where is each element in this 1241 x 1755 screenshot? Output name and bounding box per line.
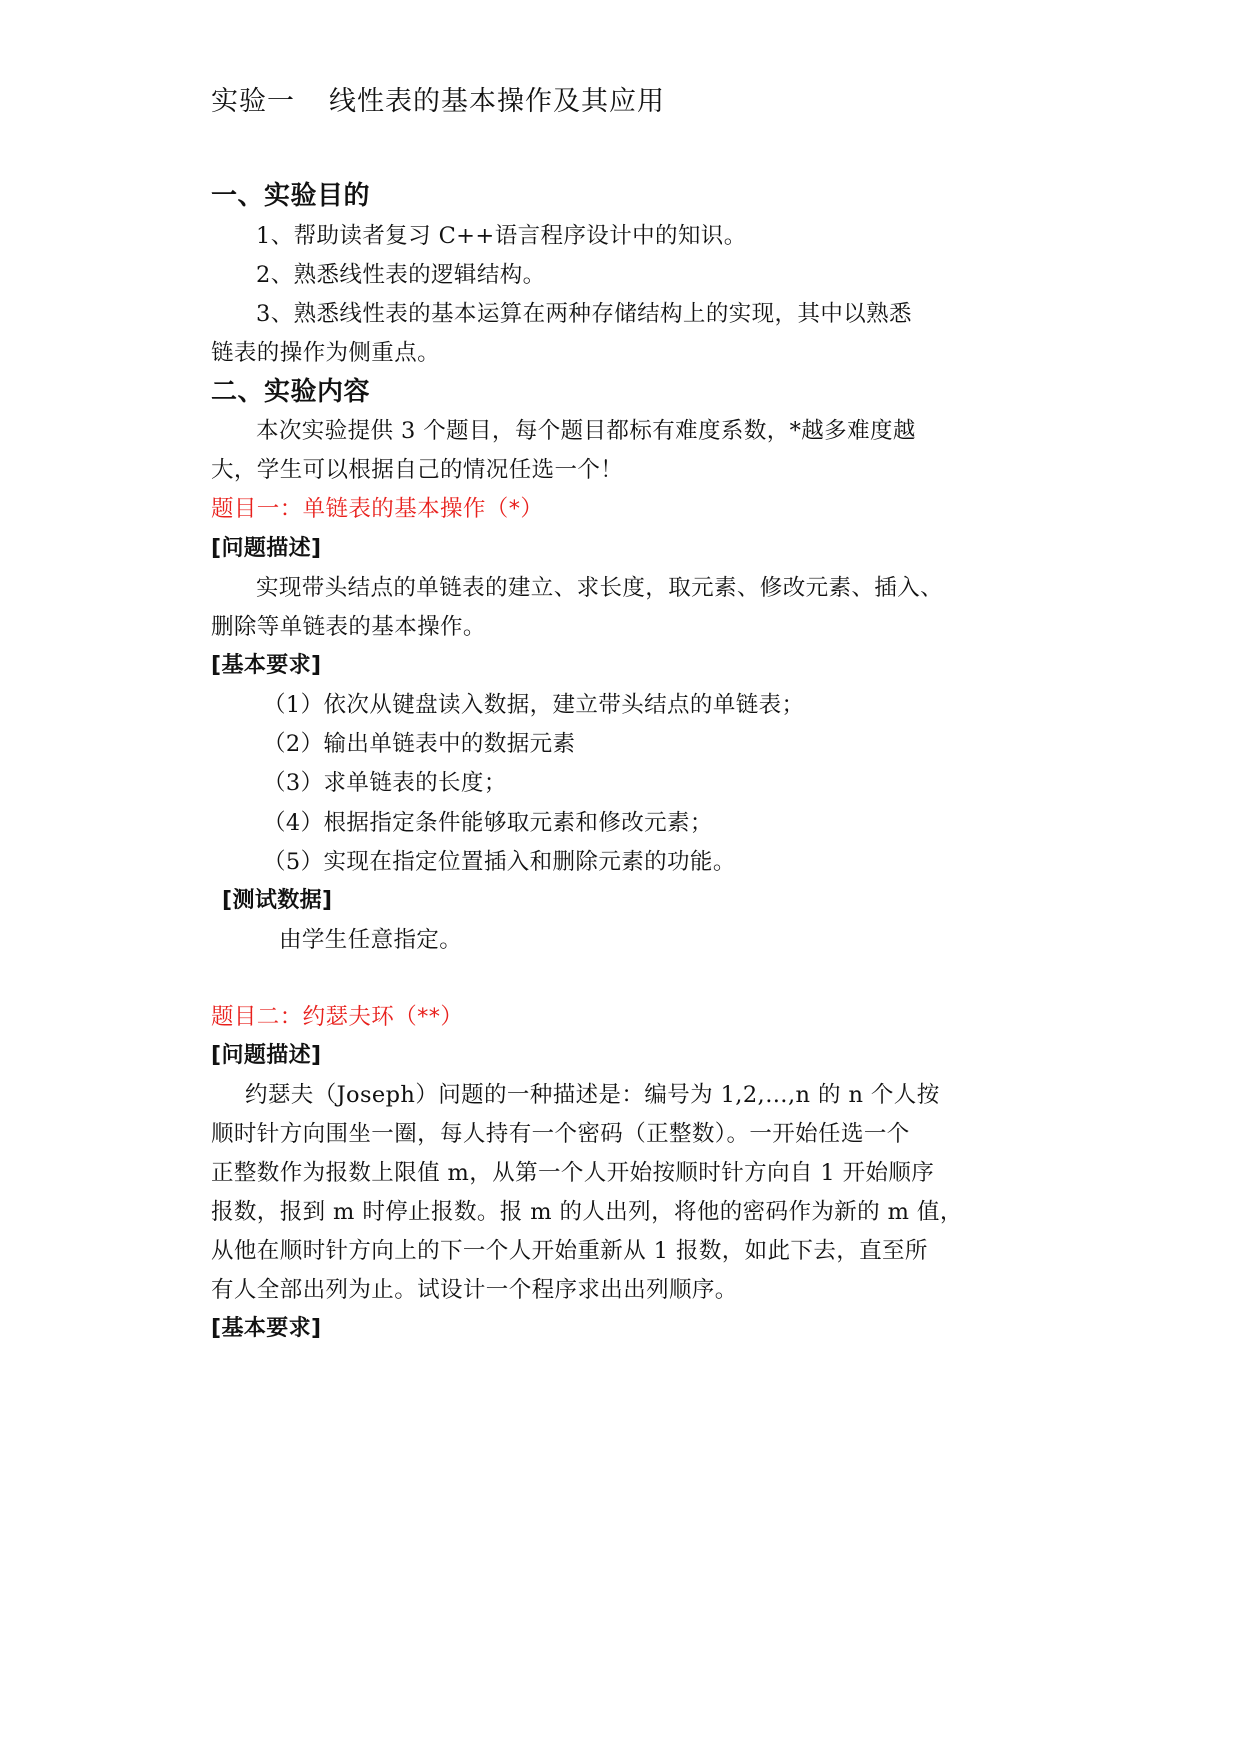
topic-2-title: 题目二：约瑟夫环（**） [211, 1004, 464, 1030]
topic-2-problem-line-6: 有人全部出列为止。试设计一个程序求出出列顺序。 [211, 1277, 738, 1303]
topic-1-problem-label: [问题描述] [211, 536, 322, 561]
purpose-item-3-continued: 链表的操作为侧重点。 [211, 340, 441, 366]
title-experiment-name: 线性表的基本操作及其应用 [329, 86, 665, 117]
topic-2-problem-line-1: 约瑟夫（Joseph）问题的一种描述是：编号为 1,2,…,n 的 n 个人按 [245, 1082, 940, 1108]
topic-2-requirements-label: [基本要求] [211, 1316, 322, 1341]
topic-2-problem-line-4: 报数，报到 m 时停止报数。报 m 的人出列，将他的密码作为新的 m 值， [211, 1199, 963, 1225]
topic-2-problem-line-2: 顺时针方向围坐一圈，每人持有一个密码（正整数）。一开始任选一个 [211, 1121, 910, 1147]
purpose-item-2: 2、熟悉线性表的逻辑结构。 [256, 262, 546, 288]
topic-1-test-label: [测试数据] [222, 888, 333, 913]
content-intro-line-1: 本次实验提供 3 个题目，每个题目都标有难度系数，*越多难度越 [256, 418, 916, 444]
topic-1-requirement-3: （3）求单链表的长度； [263, 770, 507, 796]
document-title [211, 84, 665, 120]
section-heading-content: 二、实验内容 [211, 377, 371, 407]
topic-1-requirement-5: （5）实现在指定位置插入和删除元素的功能。 [263, 849, 736, 875]
topic-2-problem-label: [问题描述] [211, 1043, 322, 1068]
topic-1-problem-line-1: 实现带头结点的单链表的建立、求长度，取元素、修改元素、插入、 [256, 575, 944, 601]
topic-1-requirements-label: [基本要求] [211, 653, 322, 678]
topic-1-problem-line-2: 删除等单链表的基本操作。 [211, 614, 486, 640]
topic-1-requirement-1: （1）依次从键盘读入数据，建立带头结点的单链表； [263, 692, 805, 718]
content-intro-line-2: 大，学生可以根据自己的情况任选一个！ [211, 457, 624, 483]
topic-1-title: 题目一：单链表的基本操作（*） [211, 496, 544, 522]
topic-1-requirement-4: （4）根据指定条件能够取元素和修改元素； [263, 810, 713, 836]
topic-2-problem-line-5: 从他在顺时针方向上的下一个人开始重新从 1 报数，如此下去，直至所 [211, 1238, 928, 1264]
purpose-item-3: 3、熟悉线性表的基本运算在两种存储结构上的实现，其中以熟悉 [256, 301, 912, 327]
topic-1-requirement-2: （2）输出单链表中的数据元素 [263, 731, 576, 757]
section-heading-purpose: 一、实验目的 [211, 181, 371, 211]
title-experiment-number: 实验一 [211, 86, 295, 117]
purpose-item-1: 1、帮助读者复习 C++语言程序设计中的知识。 [256, 223, 747, 249]
topic-1-test-text: 由学生任意指定。 [279, 927, 463, 953]
topic-2-problem-line-3: 正整数作为报数上限值 m，从第一个人开始按顺时针方向自 1 开始顺序 [211, 1160, 935, 1186]
